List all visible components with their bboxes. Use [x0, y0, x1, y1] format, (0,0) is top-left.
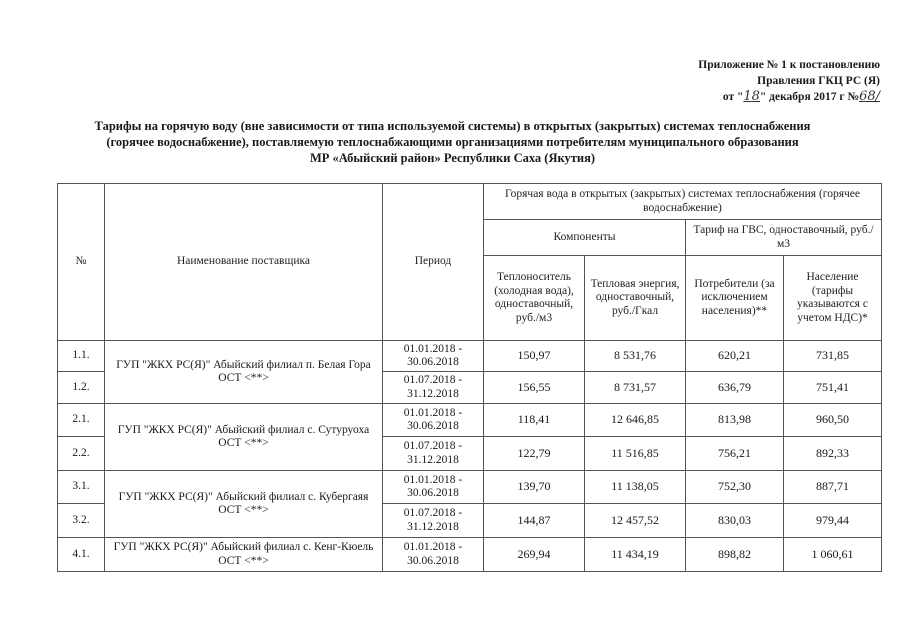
- period-to: 30.06.2018: [407, 554, 459, 567]
- period-to: 31.12.2018: [407, 453, 459, 466]
- supplier-cell: ГУП "ЖКХ РС(Я)" Абыйский филиал с. Кубергаяя ОСТ <**>: [105, 471, 383, 538]
- energy-value: 12 457,52: [585, 504, 686, 538]
- period-to: 30.06.2018: [407, 487, 459, 499]
- title-line-2: (горячее водоснабжение), поставляемую теплоснабжающими организациями потребителям муниципального образования: [106, 135, 799, 149]
- period-to: 30.06.2018: [407, 356, 459, 368]
- period-cell: [383, 372, 484, 404]
- supplier-cell: ГУП "ЖКХ РС(Я)" Абыйский филиал п. Белая Гора ОСТ <**>: [105, 341, 383, 404]
- energy-value: 12 646,85: [585, 404, 686, 437]
- row-num: 3.2.: [58, 504, 105, 538]
- header-consumers: Потребители (за исключением населения)**: [686, 256, 784, 341]
- population-value: 892,33: [784, 437, 882, 471]
- handwritten-number: 68/: [859, 89, 880, 104]
- header-period: Период: [383, 184, 484, 341]
- header-num: №: [58, 184, 105, 341]
- period-from: 01.07.2018 -: [403, 374, 463, 386]
- period-cell: [383, 538, 484, 572]
- consumers-value: 620,21: [686, 341, 784, 372]
- carrier-value: 150,97: [484, 341, 585, 372]
- period-from: 01.01.2018 -: [403, 473, 463, 486]
- period-to: 31.12.2018: [407, 387, 459, 400]
- consumers-value: 752,30: [686, 471, 784, 504]
- period-to: 31.12.2018: [407, 520, 459, 533]
- period-cell: [383, 471, 484, 504]
- table-row: [58, 538, 882, 572]
- header-carrier: Теплоноситель (холодная вода), одноставочный, руб./м3: [484, 256, 585, 341]
- population-value: 979,44: [784, 504, 882, 538]
- carrier-value: 269,94: [484, 538, 585, 572]
- header-supplier: Наименование поставщика: [105, 184, 383, 341]
- date-mid: " декабря 2017 г №: [759, 91, 860, 103]
- handwritten-day: 18: [743, 89, 760, 104]
- period-cell: [383, 504, 484, 538]
- energy-value: 11 516,85: [585, 437, 686, 471]
- tariff-table: [57, 183, 882, 572]
- header-components: Компоненты: [484, 220, 686, 256]
- table-row: [58, 404, 882, 437]
- supplier-cell: ГУП "ЖКХ РС(Я)" Абыйский филиал с. Кенг-Кюель ОСТ <**>: [105, 538, 383, 572]
- population-value: 887,71: [784, 471, 882, 504]
- carrier-value: 144,87: [484, 504, 585, 538]
- supplier-cell: ГУП "ЖКХ РС(Я)" Абыйский филиал с. Сутуруоха ОСТ <**>: [105, 404, 383, 471]
- appendix-date-line: [698, 89, 880, 106]
- period-cell: [383, 404, 484, 437]
- row-num: 2.1.: [58, 404, 105, 437]
- carrier-value: 156,55: [484, 372, 585, 404]
- appendix-block: [698, 58, 880, 106]
- population-value: 960,50: [784, 404, 882, 437]
- period-from: 01.07.2018 -: [403, 440, 463, 452]
- energy-value: 11 138,05: [585, 471, 686, 504]
- energy-value: 11 434,19: [585, 538, 686, 572]
- carrier-value: 118,41: [484, 404, 585, 437]
- period-cell: [383, 437, 484, 471]
- period-from: 01.01.2018 -: [403, 406, 463, 419]
- header-row-1: [58, 184, 882, 220]
- title-line-1: Тарифы на горячую воду (вне зависимости от типа используемой системы) в открытых (закрытых) системах теплоснабжения: [94, 119, 811, 133]
- period-from: 01.07.2018 -: [403, 507, 463, 519]
- row-num: 1.1.: [58, 341, 105, 372]
- table-row: [58, 471, 882, 504]
- consumers-value: 830,03: [686, 504, 784, 538]
- population-value: 731,85: [784, 341, 882, 372]
- energy-value: 8 531,76: [585, 341, 686, 372]
- period-from: 01.01.2018 -: [403, 342, 463, 355]
- period-to: 30.06.2018: [407, 420, 459, 432]
- row-num: 3.1.: [58, 471, 105, 504]
- header-energy: Тепловая энергия, одноставочный, руб./Гкал: [585, 256, 686, 341]
- consumers-value: 898,82: [686, 538, 784, 572]
- row-num: 2.2.: [58, 437, 105, 471]
- carrier-value: 122,79: [484, 437, 585, 471]
- energy-value: 8 731,57: [585, 372, 686, 404]
- appendix-line-1: Приложение № 1 к постановлению: [698, 59, 880, 71]
- header-population: Население (тарифы указываются с учетом НДС)*: [784, 256, 882, 341]
- row-num: 1.2.: [58, 372, 105, 404]
- period-cell: [383, 341, 484, 372]
- row-num: 4.1.: [58, 538, 105, 572]
- document-title: [40, 118, 865, 166]
- consumers-value: 636,79: [686, 372, 784, 404]
- population-value: 751,41: [784, 372, 882, 404]
- date-prefix: от ": [722, 91, 744, 103]
- consumers-value: 813,98: [686, 404, 784, 437]
- header-group: Горячая вода в открытых (закрытых) системах теплоснабжения (горячее водоснабжение): [484, 184, 882, 220]
- title-line-3: МР «Абыйский район» Республики Саха (Якутия): [309, 151, 596, 165]
- header-gvs: Тариф на ГВС, одноставочный, руб./м3: [686, 220, 882, 256]
- table-row: [58, 341, 882, 372]
- carrier-value: 139,70: [484, 471, 585, 504]
- population-value: 1 060,61: [784, 538, 882, 572]
- consumers-value: 756,21: [686, 437, 784, 471]
- period-from: 01.01.2018 -: [403, 541, 463, 553]
- appendix-line-2: Правления ГКЦ РС (Я): [757, 74, 880, 87]
